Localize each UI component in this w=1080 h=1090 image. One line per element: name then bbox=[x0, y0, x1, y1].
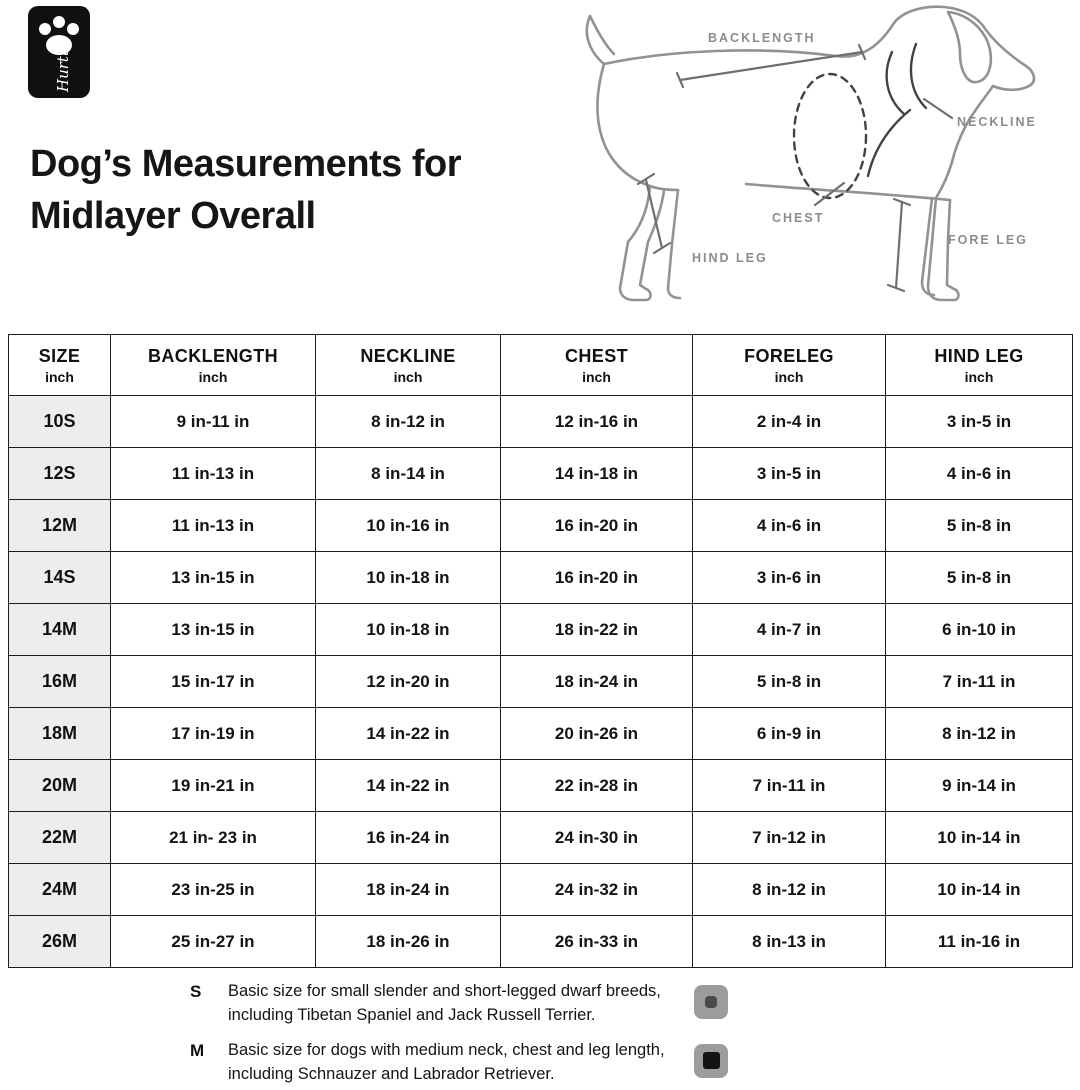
column-header bbox=[886, 335, 1073, 396]
neckline-cell: 10 in-18 in bbox=[316, 604, 501, 656]
backlength-cell: 17 in-19 in bbox=[111, 708, 316, 760]
foreleg-cell: 7 in-11 in bbox=[693, 760, 886, 812]
column-header bbox=[9, 335, 111, 396]
table-row bbox=[9, 552, 1073, 604]
dog-measurement-diagram bbox=[550, 0, 1075, 323]
column-header-label: FORELEG bbox=[744, 345, 834, 366]
backlength-cell: 21 in- 23 in bbox=[111, 812, 316, 864]
column-header bbox=[693, 335, 886, 396]
column-header-label: CHEST bbox=[564, 345, 628, 366]
neckline-cell: 10 in-16 in bbox=[316, 500, 501, 552]
foreleg-cell: 8 in-13 in bbox=[693, 916, 886, 968]
backlength-cell: 19 in-21 in bbox=[111, 760, 316, 812]
size-cell: 14S bbox=[9, 552, 111, 604]
column-header bbox=[316, 335, 501, 396]
hurtta-logo-graphic bbox=[28, 6, 90, 98]
page-title-line1: Dog’s Measurements for bbox=[30, 143, 462, 185]
backlength-cell: 23 in-25 in bbox=[111, 864, 316, 916]
neckline-cell: 16 in-24 in bbox=[316, 812, 501, 864]
neckline-cell: 12 in-20 in bbox=[316, 656, 501, 708]
column-header-label: SIZE bbox=[38, 345, 81, 366]
size-cell: 20M bbox=[9, 760, 111, 812]
neckline-cell: 10 in-18 in bbox=[316, 552, 501, 604]
size-note-s bbox=[190, 980, 770, 1028]
note-key: S bbox=[190, 982, 202, 1001]
column-header-unit: inch bbox=[964, 368, 994, 385]
page-title-line2: Midlayer Overall bbox=[30, 195, 316, 238]
table-head bbox=[9, 335, 1073, 396]
table-row bbox=[9, 448, 1073, 500]
foreleg-cell: 4 in-6 in bbox=[693, 500, 886, 552]
size-cell: 18M bbox=[9, 708, 111, 760]
chest-label: CHEST bbox=[772, 211, 825, 225]
backlength-cell: 13 in-15 in bbox=[111, 552, 316, 604]
table-row bbox=[9, 656, 1073, 708]
size-chart-table bbox=[8, 334, 1073, 968]
chest-cell: 26 in-33 in bbox=[501, 916, 693, 968]
foreleg-cell: 8 in-12 in bbox=[693, 864, 886, 916]
size-cell: 12M bbox=[9, 500, 111, 552]
size-m-inner-square bbox=[703, 1052, 720, 1069]
neckline-cell: 18 in-24 in bbox=[316, 864, 501, 916]
column-header bbox=[501, 335, 693, 396]
table-row bbox=[9, 500, 1073, 552]
measurement-marks bbox=[638, 45, 952, 291]
backlength-label: BACKLENGTH bbox=[708, 31, 816, 45]
backlength-cell: 15 in-17 in bbox=[111, 656, 316, 708]
size-cell: 14M bbox=[9, 604, 111, 656]
chest-cell: 16 in-20 in bbox=[501, 500, 693, 552]
table-body bbox=[9, 396, 1073, 968]
neckline-cell: 14 in-22 in bbox=[316, 760, 501, 812]
hindleg-cell: 8 in-12 in bbox=[886, 708, 1073, 760]
backlength-cell: 13 in-15 in bbox=[111, 604, 316, 656]
column-header-label: HIND LEG bbox=[934, 345, 1024, 366]
table-row bbox=[9, 708, 1073, 760]
backlength-cell: 25 in-27 in bbox=[111, 916, 316, 968]
hindleg-cell: 3 in-5 in bbox=[886, 396, 1073, 448]
foreleg-cell: 3 in-5 in bbox=[693, 448, 886, 500]
size-cell: 26M bbox=[9, 916, 111, 968]
chest-cell: 24 in-32 in bbox=[501, 864, 693, 916]
logo-brand-text: Hurtta bbox=[54, 41, 72, 92]
backlength-cell: 11 in-13 in bbox=[111, 500, 316, 552]
chest-cell: 24 in-30 in bbox=[501, 812, 693, 864]
hurtta-logo bbox=[28, 6, 90, 103]
chest-cell: 16 in-20 in bbox=[501, 552, 693, 604]
hindleg-cell: 10 in-14 in bbox=[886, 812, 1073, 864]
chest-cell: 20 in-26 in bbox=[501, 708, 693, 760]
chest-cell: 14 in-18 in bbox=[501, 448, 693, 500]
column-header bbox=[111, 335, 316, 396]
fore-leg-label: FORE LEG bbox=[948, 233, 1028, 247]
size-cell: 12S bbox=[9, 448, 111, 500]
table-row bbox=[9, 604, 1073, 656]
hind-leg-label: HIND LEG bbox=[692, 251, 768, 265]
hindleg-cell: 5 in-8 in bbox=[886, 500, 1073, 552]
harness-lines bbox=[794, 44, 926, 198]
size-note-m bbox=[190, 1039, 770, 1087]
size-notes bbox=[190, 980, 770, 1090]
size-m-swatch-icon bbox=[694, 1044, 728, 1078]
foreleg-cell: 5 in-8 in bbox=[693, 656, 886, 708]
size-s-inner-dot bbox=[705, 996, 717, 1008]
neckline-cell: 14 in-22 in bbox=[316, 708, 501, 760]
foreleg-cell: 3 in-6 in bbox=[693, 552, 886, 604]
column-header-label: NECKLINE bbox=[360, 345, 456, 366]
neckline-cell: 18 in-26 in bbox=[316, 916, 501, 968]
note-key: M bbox=[190, 1040, 205, 1060]
neckline-label: NECKLINE bbox=[957, 115, 1037, 129]
neckline-cell: 8 in-14 in bbox=[316, 448, 501, 500]
backlength-cell: 9 in-11 in bbox=[111, 396, 316, 448]
column-header-unit: inch bbox=[393, 368, 423, 385]
dog-outline-drawing bbox=[550, 0, 1075, 318]
note-text: Basic size for small slender and short-legged dwarf breeds, including Tibetan Spaniel and Jack Russell Terrier. bbox=[228, 982, 661, 1024]
chest-cell: 18 in-22 in bbox=[501, 604, 693, 656]
hindleg-cell: 7 in-11 in bbox=[886, 656, 1073, 708]
column-header-unit: inch bbox=[582, 368, 611, 385]
table-row bbox=[9, 812, 1073, 864]
column-header-label: BACKLENGTH bbox=[148, 345, 278, 366]
size-cell: 16M bbox=[9, 656, 111, 708]
column-header-unit: inch bbox=[45, 368, 74, 385]
neckline-cell: 8 in-12 in bbox=[316, 396, 501, 448]
hindleg-cell: 5 in-8 in bbox=[886, 552, 1073, 604]
hindleg-cell: 11 in-16 in bbox=[886, 916, 1073, 968]
size-s-swatch-icon bbox=[694, 985, 728, 1019]
foreleg-cell: 6 in-9 in bbox=[693, 708, 886, 760]
hindleg-cell: 10 in-14 in bbox=[886, 864, 1073, 916]
table-row bbox=[9, 396, 1073, 448]
hindleg-cell: 6 in-10 in bbox=[886, 604, 1073, 656]
chest-cell: 12 in-16 in bbox=[501, 396, 693, 448]
note-text: Basic size for dogs with medium neck, chest and leg length, including Schnauzer and Labrador Retriever. bbox=[228, 1040, 665, 1083]
dog-outline bbox=[587, 7, 1034, 300]
page-title bbox=[30, 138, 461, 243]
size-cell: 24M bbox=[9, 864, 111, 916]
table-header-row bbox=[9, 335, 1073, 396]
table-row bbox=[9, 864, 1073, 916]
chest-girth-dashed-ellipse bbox=[794, 74, 866, 198]
column-header-unit: inch bbox=[198, 368, 228, 385]
size-cell: 22M bbox=[9, 812, 111, 864]
chest-cell: 22 in-28 in bbox=[501, 760, 693, 812]
table-row bbox=[9, 760, 1073, 812]
column-header-unit: inch bbox=[774, 368, 804, 385]
hindleg-cell: 4 in-6 in bbox=[886, 448, 1073, 500]
foreleg-cell: 4 in-7 in bbox=[693, 604, 886, 656]
size-cell: 10S bbox=[9, 396, 111, 448]
foreleg-cell: 7 in-12 in bbox=[693, 812, 886, 864]
chest-cell: 18 in-24 in bbox=[501, 656, 693, 708]
foreleg-cell: 2 in-4 in bbox=[693, 396, 886, 448]
table-row bbox=[9, 916, 1073, 968]
hindleg-cell: 9 in-14 in bbox=[886, 760, 1073, 812]
backlength-cell: 11 in-13 in bbox=[111, 448, 316, 500]
